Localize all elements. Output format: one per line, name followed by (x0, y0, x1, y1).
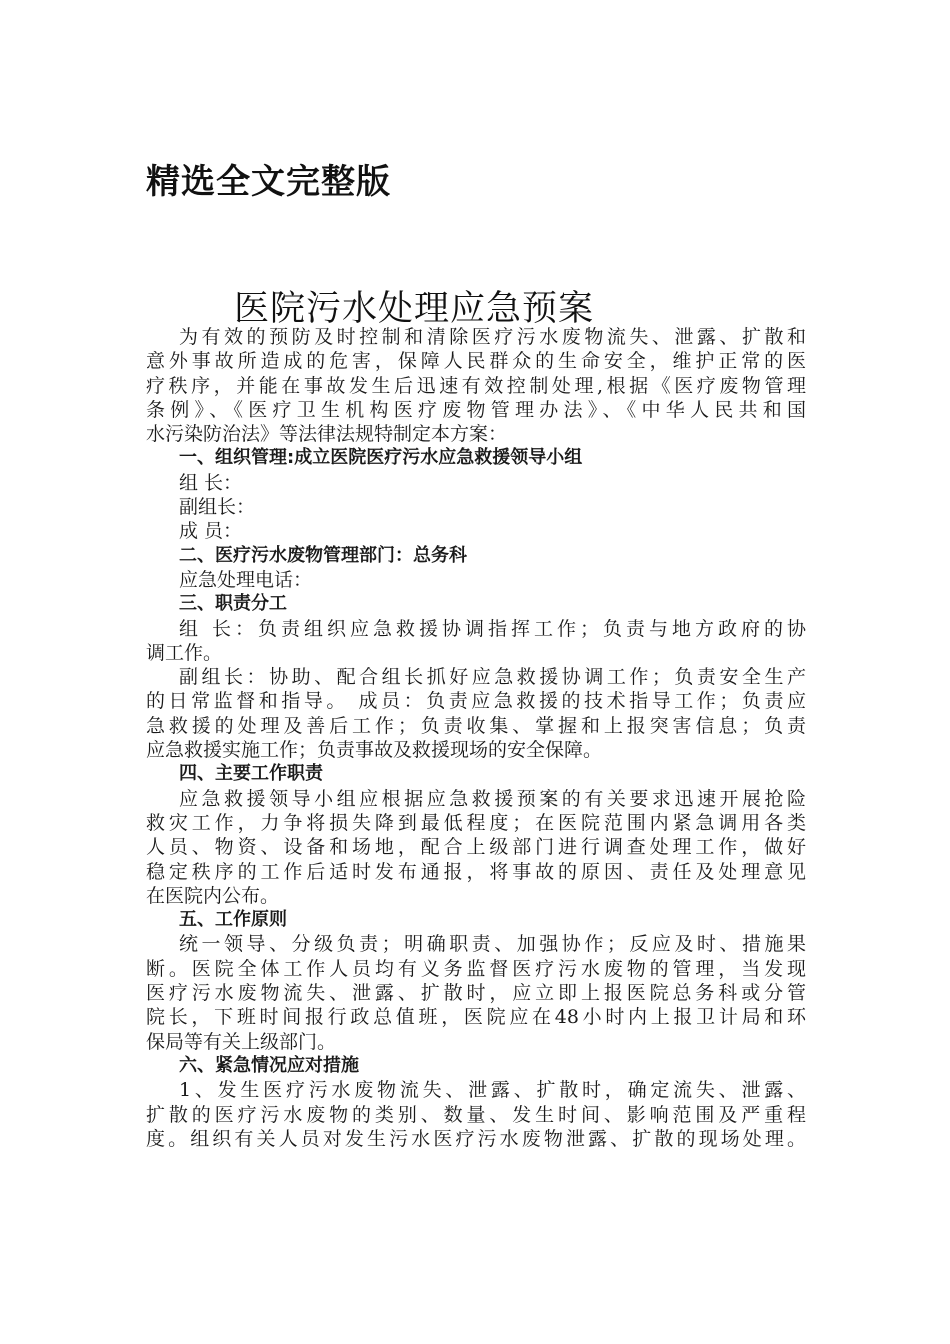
paragraph-line: 为有效的预防及时控制和清除医疗污水废物流失、泄露、扩散和 (179, 326, 806, 348)
paragraph-line: 组 长：负责组织应急救援协调指挥工作；负责与地方政府的协 (179, 617, 806, 640)
document-body (146, 325, 806, 1151)
paragraph-line: 应急救援实施工作；负责事故及救援现场的安全保障。 (146, 739, 603, 762)
field-label: 副组长： (179, 496, 256, 519)
paragraph-line: 急救援的处理及善后工作；负责收集、掌握和上报突害信息；负责 (146, 714, 806, 737)
field-label: 应急处理电话： (179, 568, 313, 591)
paragraph-line: 救灾工作，力争将损失降到最低程度；在医院范围内紧急调用各类 (146, 811, 806, 834)
section-heading: 二、医疗污水废物管理部门：总务科 (179, 544, 467, 566)
section-heading: 一、组织管理:成立医院医疗污水应急救援领导小组 (179, 447, 583, 469)
page-banner: 精选全文完整版 (146, 162, 391, 202)
paragraph-line: 统一领导、分级负责；明确职责、加强协作；反应及时、措施果 (179, 933, 806, 956)
paragraph-line: 的日常监督和指导。 成员：负责应急救援的技术指导工作；负责应 (146, 690, 806, 713)
paragraph-line: 扩散的医疗污水废物的类别、数量、发生时间、影响范围及严重程 (146, 1103, 806, 1126)
paragraph-line: 水污染防治法》等法律法规特制定本方案： (146, 423, 508, 446)
paragraph-line: 调工作。 (146, 641, 223, 664)
paragraph-line: 在医院内公布。 (146, 884, 280, 907)
paragraph-line: 稳定秩序的工作后适时发布通报，将事故的原因、责任及处理意见 (146, 860, 806, 883)
paragraph-line: 断。医院全体工作人员均有义务监督医疗污水废物的管理，当发现 (146, 957, 806, 980)
paragraph-line: 保局等有关上级部门。 (146, 1030, 337, 1053)
field-label: 成 员： (179, 520, 243, 543)
section-heading: 三、职责分工 (179, 593, 287, 615)
paragraph-line: 副组长：协助、配合组长抓好应急救援协调工作；负责安全生产 (179, 666, 806, 689)
paragraph-line: 疗秩序，并能在事故发生后迅速有效控制处理,根据《医疗废物管理 (146, 374, 806, 397)
document-title: 医院污水处理应急预案 (234, 289, 595, 329)
paragraph-line: 意外事故所造成的危害，保障人民群众的生命安全，维护正常的医 (146, 350, 806, 373)
paragraph-line: 度。组织有关人员对发生污水医疗污水废物泄露、扩散的现场处理。 (146, 1127, 806, 1150)
paragraph-line: 条例》、《医疗卫生机构医疗废物管理办法》、《中华人民共和国 (146, 398, 806, 421)
paragraph-line: 医疗污水废物流失、泄露、扩散时，应立即上报医院总务科或分管 (146, 982, 806, 1005)
section-heading: 五、工作原则 (179, 909, 287, 931)
paragraph-line: 1、发生医疗污水废物流失、泄露、扩散时，确定流失、泄露、 (179, 1079, 806, 1102)
field-label: 组 长： (179, 471, 243, 494)
section-heading: 六、紧急情况应对措施 (179, 1054, 359, 1076)
paragraph-line: 应急救援领导小组应根据应急救援预案的有关要求迅速开展抢险 (179, 787, 806, 810)
paragraph-line: 人员、物资、设备和场地，配合上级部门进行调查处理工作，做好 (146, 836, 806, 859)
section-heading: 四、主要工作职责 (179, 763, 323, 785)
paragraph-line: 院长，下班时间报行政总值班，医院应在48小时内上报卫计局和环 (146, 1006, 806, 1029)
